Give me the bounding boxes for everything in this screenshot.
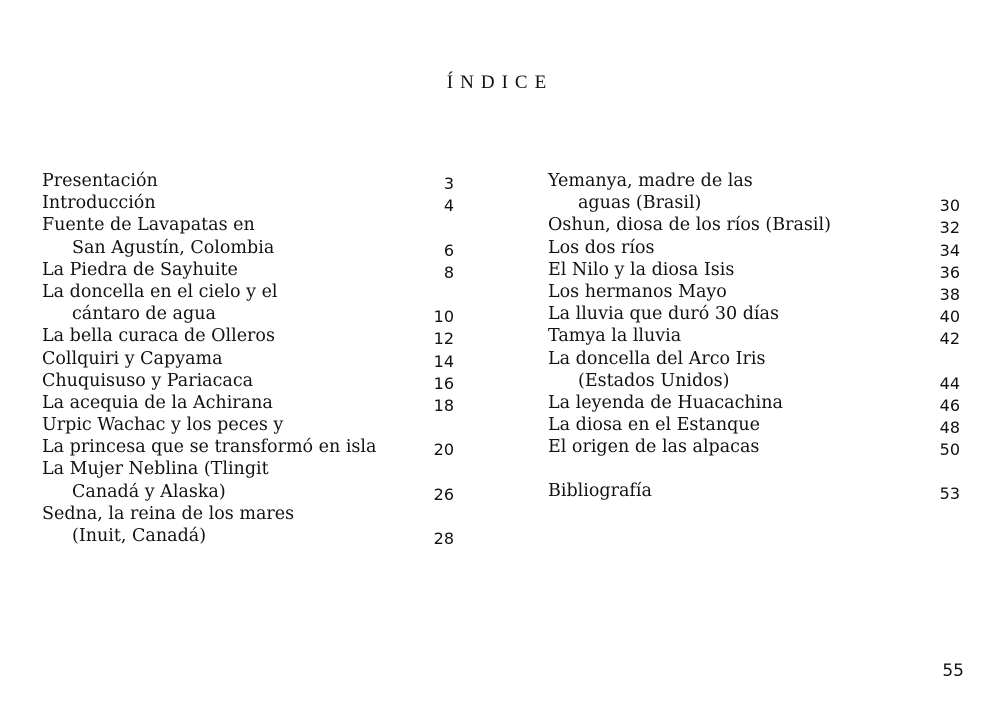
entry-page: 3 [443, 174, 454, 193]
entry-title: aguas (Brasil) [578, 193, 702, 214]
entry-page: 30 [939, 196, 960, 216]
index-entry [42, 436, 454, 458]
index-entry [548, 237, 960, 259]
entry-page: 32 [939, 218, 960, 238]
index-entry [548, 303, 960, 325]
index-entry [42, 303, 454, 325]
index-title: ÍNDICE [446, 72, 554, 93]
entry-title: La diosa en el Estanque [548, 415, 760, 436]
entry-title: La acequia de la Achirana [42, 392, 273, 413]
index-entry [42, 237, 454, 259]
index-entry [42, 348, 454, 370]
index-entry [42, 170, 454, 192]
index-entry [42, 458, 454, 480]
entry-page: 34 [939, 240, 960, 260]
index-entry [548, 192, 960, 214]
index-entry [42, 259, 454, 281]
index-entry [42, 325, 454, 347]
index-entry [548, 370, 960, 392]
index-entry [548, 214, 960, 236]
index-entry [42, 414, 454, 436]
entry-title: (Estados Unidos) [578, 370, 730, 391]
entry-page: 8 [443, 262, 454, 282]
entry-page: 26 [433, 484, 454, 504]
index-entry [548, 348, 960, 370]
index-entry [42, 281, 454, 303]
index-column-right [548, 170, 960, 503]
index-entry [42, 214, 454, 236]
index-entry [42, 192, 454, 214]
entry-page: 42 [939, 329, 960, 349]
entry-title: cántaro de agua [72, 304, 216, 325]
entry-page: 40 [939, 307, 960, 327]
index-entry [548, 325, 960, 347]
entry-page: 53 [939, 484, 960, 504]
entry-title: La Mujer Neblina (Tlingit [42, 459, 269, 480]
entry-title: La doncella en el cielo y el [42, 281, 278, 302]
entry-title: (Inuit, Canadá) [72, 526, 207, 546]
entry-title: El Nilo y la diosa Isis [548, 259, 735, 280]
entry-title: La princesa que se transformó en isla [42, 437, 377, 458]
index-entry [548, 170, 960, 192]
index-entry [42, 370, 454, 392]
index-entry [42, 525, 454, 547]
entry-page: 10 [433, 307, 454, 327]
entry-page: 36 [939, 262, 960, 282]
entry-title: Yemanya, madre de las [548, 171, 753, 191]
index-entry [548, 436, 960, 458]
entry-title: Urpic Wachac y los peces y [42, 415, 284, 436]
entry-title: La Piedra de Sayhuite [42, 259, 238, 280]
entry-page: 16 [433, 373, 454, 393]
index-entry [548, 414, 960, 436]
entry-title: La bella curaca de Olleros [42, 326, 275, 347]
index-entry [548, 259, 960, 281]
entry-title: La leyenda de Huacachina [548, 392, 783, 413]
entry-title: Oshun, diosa de los ríos (Brasil) [548, 215, 831, 236]
index-entry [548, 480, 960, 502]
entry-page: 6 [443, 240, 454, 260]
entry-title: La lluvia que duró 30 días [548, 304, 779, 325]
entry-page: 18 [433, 395, 454, 415]
entry-title: Bibliografía [548, 481, 652, 502]
entry-title: Presentación [42, 171, 158, 191]
entry-page: 4 [443, 196, 454, 216]
entry-page: 46 [939, 395, 960, 415]
entry-title: Chuquisuso y Pariacaca [42, 370, 254, 391]
page-number: 55 [942, 661, 964, 681]
entry-title: Los hermanos Mayo [548, 281, 727, 302]
entry-page: 48 [939, 418, 960, 438]
entry-title: La doncella del Arco Iris [548, 348, 766, 369]
entry-page: 12 [433, 329, 454, 349]
entry-page: 38 [939, 284, 960, 304]
entry-title: San Agustín, Colombia [72, 237, 275, 258]
index-entry [42, 503, 454, 525]
entry-title: Tamya la lluvia [548, 326, 682, 347]
entry-title: El origen de las alpacas [548, 437, 760, 458]
index-entry [42, 392, 454, 414]
entry-page: 28 [433, 529, 454, 548]
entry-page: 50 [939, 440, 960, 460]
entry-title: Canadá y Alaska) [72, 481, 226, 502]
entry-title: Sedna, la reina de los mares [42, 503, 295, 524]
entry-title: Introducción [42, 193, 156, 214]
entry-title: Collquiri y Capyama [42, 348, 223, 369]
entry-title: Los dos ríos [548, 237, 655, 258]
entry-page: 20 [433, 440, 454, 460]
entry-page: 14 [433, 351, 454, 371]
index-entry [548, 281, 960, 303]
index-column-left [42, 170, 454, 547]
entry-title: Fuente de Lavapatas en [42, 215, 255, 236]
index-entry [42, 481, 454, 503]
entry-page: 44 [939, 373, 960, 393]
index-entry [548, 392, 960, 414]
